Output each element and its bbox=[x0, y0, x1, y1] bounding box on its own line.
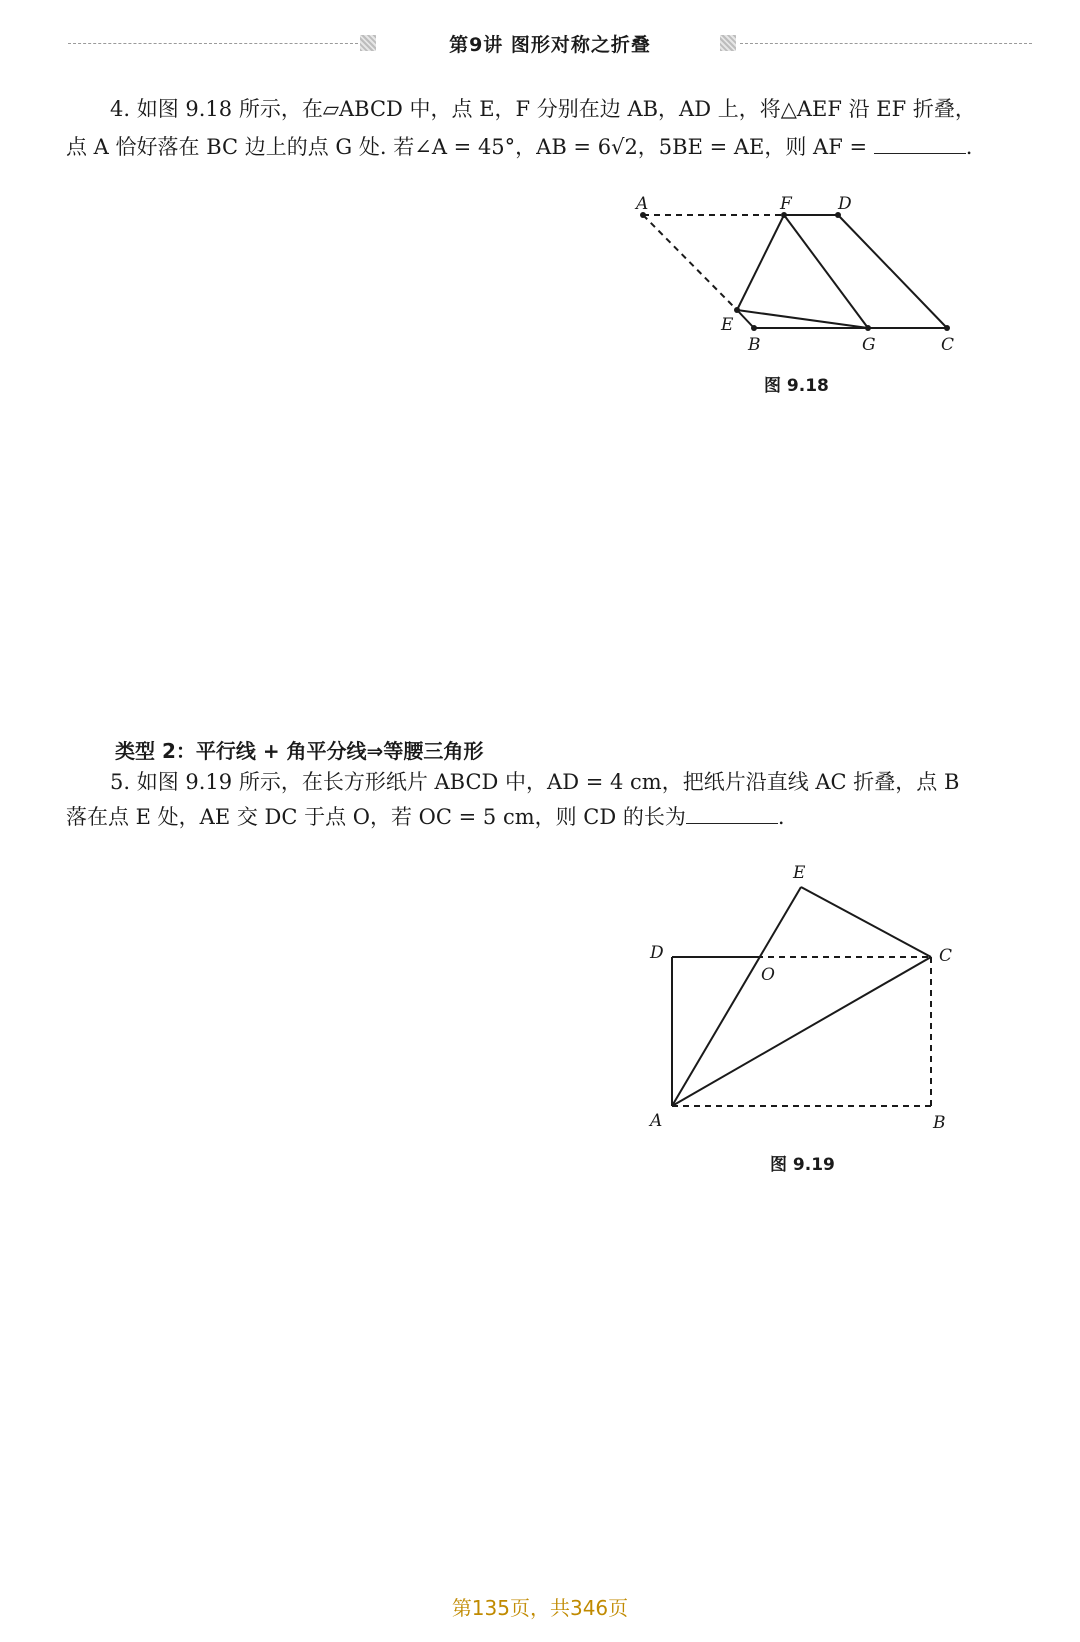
segment-EC bbox=[801, 887, 931, 957]
problem-4-line-1: 4. 如图 9.18 所示，在▱ABCD 中，点 E，F 分别在边 AB，AD 上，将△AEF 沿 EF 折叠， bbox=[110, 97, 976, 121]
problem-5-line-1: 5. 如图 9.19 所示，在长方形纸片 ABCD 中，AD = 4 cm，把纸片沿直线 AC 折叠，点 B bbox=[110, 770, 960, 794]
segment-AE bbox=[672, 887, 801, 1106]
problem-5-line-2 bbox=[66, 798, 785, 836]
label-B-918: B bbox=[748, 335, 761, 355]
label-B-919: B bbox=[933, 1113, 946, 1133]
label-E-919: E bbox=[793, 863, 806, 883]
point-B-918 bbox=[751, 325, 757, 331]
problem-5-line-2-text: 落在点 E 处，AE 交 DC 于点 O，若 OC = 5 cm，则 CD 的长为 bbox=[66, 805, 686, 829]
label-D-919: D bbox=[650, 943, 664, 963]
label-C-919: C bbox=[939, 946, 953, 966]
label-A-918: A bbox=[636, 194, 649, 214]
point-E-918 bbox=[734, 307, 740, 313]
figure-9-19-caption: 图 9.19 bbox=[770, 1155, 835, 1175]
answer-blank-5[interactable] bbox=[686, 801, 778, 824]
problem-4-line-2-text: 点 A 恰好落在 BC 边上的点 G 处. 若∠A = 45°，AB = 6√2，5BE = AE，则 AF = bbox=[66, 135, 874, 159]
figure-9-18-caption: 图 9.18 bbox=[764, 376, 829, 396]
problem-5-end: . bbox=[777, 805, 785, 829]
point-C-918 bbox=[944, 325, 950, 331]
label-C-918: C bbox=[941, 335, 955, 355]
label-G: G bbox=[862, 335, 876, 355]
label-D-918: D bbox=[838, 194, 852, 214]
label-O: O bbox=[761, 965, 775, 985]
point-G bbox=[865, 325, 871, 331]
segment-AE-dashed bbox=[643, 215, 737, 310]
segment-EG bbox=[737, 310, 868, 328]
type-2-heading: 类型 2：平行线 + 角平分线⇒等腰三角形 bbox=[115, 739, 484, 763]
problem-4-end: . bbox=[965, 135, 973, 159]
chapter-title: 第9讲 图形对称之折叠 bbox=[449, 34, 651, 56]
segment-AC bbox=[672, 957, 931, 1106]
page-info: 第135页，共346页 bbox=[451, 1596, 629, 1620]
label-A-919: A bbox=[650, 1111, 663, 1131]
label-E-918: E bbox=[721, 315, 734, 335]
segment-FE bbox=[737, 215, 784, 310]
label-F: F bbox=[780, 194, 792, 214]
